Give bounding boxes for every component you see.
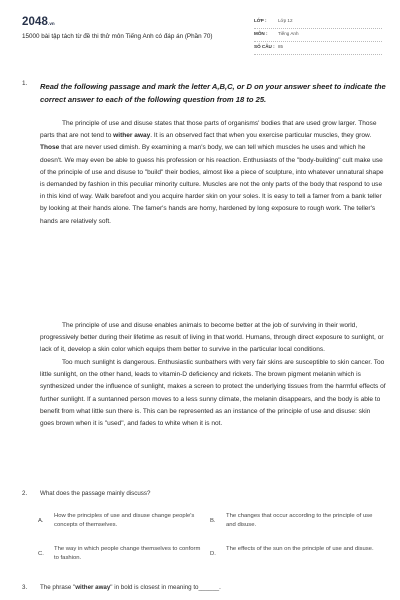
meta-row-count bbox=[254, 42, 382, 55]
passage-text: Too much sunlight is dangerous. Enthusiastic sunbathers with very fair skins are susceptible to skin cancer. Too little sunlight, on the other hand, leads to vitamin-D deficiency and rickets. The brown pigment melanin which is synthesized under the influence of sunlight, makes a screen to protect the underlying tissues from the harmful effects of further sunlight. If a suntanned person moves to a less sunny climate, the melanin disappears, and the body is able to benefit from what little sun there is. This can be represented as an instance of the principle of use and disuse: skin goes brown when it is "used", and fades to white when it is not. bbox=[40, 359, 386, 428]
passage-text: . It is an observed fact that when you exercise particular muscles, they grow. bbox=[150, 132, 372, 140]
meta-value: 85 bbox=[278, 44, 284, 49]
passage-text: The principle of use and disuse states that those parts of organisms' bodies that are used grow larger. Those parts that are not tend to bbox=[40, 120, 377, 140]
meta-value: Lớp 12 bbox=[278, 18, 293, 23]
passage-paragraph-1 bbox=[40, 118, 386, 228]
option-letter: A. bbox=[38, 518, 44, 524]
question-number: 2. bbox=[22, 490, 28, 497]
meta-value: Tiếng Anh bbox=[278, 31, 299, 36]
option-letter: D. bbox=[210, 551, 216, 557]
option-text: The changes that occur according to the principle of use and disuse. bbox=[226, 513, 373, 529]
site-logo[interactable] bbox=[22, 16, 55, 28]
option-text: The way in which people change themselves to conform to fashion. bbox=[54, 546, 201, 562]
option-text: The effects of the sun on the principle of use and disuse. bbox=[226, 546, 374, 552]
question-text-part: " in bold is closest in meaning to______. bbox=[110, 584, 221, 591]
document-title: 15000 bài tập tách từ đề thi thử môn Tiếng Anh có đáp án (Phần 70) bbox=[22, 33, 213, 40]
option-letter: B. bbox=[210, 518, 216, 524]
meta-row-class bbox=[254, 16, 382, 29]
meta-row-subject bbox=[254, 29, 382, 42]
meta-key: SỐ CÂU : bbox=[254, 44, 275, 49]
logo-text: 2048 bbox=[22, 16, 48, 28]
question-instruction: Read the following passage and mark the letter A,B,C, or D on your answer sheet to indicate the correct answer to each of the following question from 18 to 25. bbox=[40, 82, 386, 104]
passage-paragraph-3 bbox=[40, 357, 386, 430]
option-text: How the principles of use and disuse change people's concepts of themselves. bbox=[54, 513, 195, 529]
question-text: What does the passage mainly discuss? bbox=[40, 490, 151, 497]
highlighted-phrase: wither away bbox=[113, 132, 151, 140]
document-meta bbox=[254, 16, 382, 55]
passage-paragraph-2 bbox=[40, 320, 386, 357]
meta-key: LỚP : bbox=[254, 18, 267, 23]
question-number: 1. bbox=[22, 80, 28, 87]
question-number: 3. bbox=[22, 584, 28, 591]
question-text bbox=[40, 584, 221, 591]
highlighted-word: Those bbox=[40, 144, 60, 152]
question-text-part: The phrase " bbox=[40, 584, 76, 591]
logo-suffix: .vn bbox=[47, 21, 55, 26]
document-header bbox=[22, 16, 382, 60]
option-letter: C. bbox=[38, 551, 44, 557]
highlighted-phrase: wither away bbox=[75, 584, 111, 591]
meta-key: MÔN : bbox=[254, 31, 268, 36]
passage-text: that are never used dimish. By examining a man's body, we can tell which muscles he uses and which he doesn't. We may even be able to guess his profession or his reaction. Enthusiasts of the "body-building" cult make use of the principle of use and disuse to "build" their bodies, almost like a piece of sculpture, into whatever unnatural shape is demanded by fashion in this peculiar minority culture. Muscles are not the only parts of the body that respond to use in this kind of way. Walk barefoot and you acquire harder skin on your soles. It is easy to tell a famer from a bank teller by looking at their hands alone. The famer's hands are horny, hardened by long exposure to rough work. The teller's hands are relatively soft. bbox=[40, 144, 384, 225]
passage-text: The principle of use and disuse enables animals to become better at the job of surviving in their world, progressively better during their lifetime as result of living in that world. Humans, through direct exposure to sunlight, or lack of it, develop a skin color which equips them better to survive in the particular local conditions. bbox=[40, 322, 384, 354]
